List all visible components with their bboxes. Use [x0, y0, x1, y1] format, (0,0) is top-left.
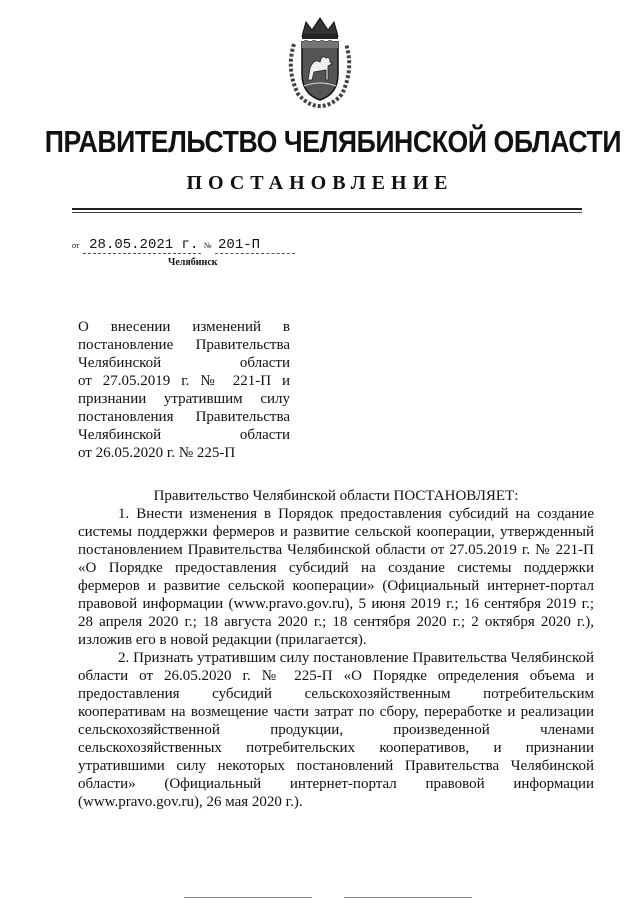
document-date-number [72, 236, 295, 254]
date-label: от [72, 241, 80, 250]
government-title: ПРАВИТЕЛЬСТВО ЧЕЛЯБИНСКОЙ ОБЛАСТИ [44, 124, 622, 159]
footer-line [344, 897, 472, 898]
subject-line: от 27.05.2019 г. № 221-П и [78, 373, 290, 389]
number-label: № [203, 241, 212, 250]
document-type: ПОСТАНОВЛЕНИЕ [186, 172, 454, 194]
document-number: 201-П [218, 237, 261, 253]
subject-line: Челябинской области [78, 355, 290, 371]
subject-line: О внесении изменений в [78, 319, 290, 335]
city-name: Челябинск [168, 257, 218, 268]
subject-line: постановления Правительства [78, 409, 290, 425]
header-divider-thin [72, 212, 582, 213]
coat-of-arms-icon [284, 14, 356, 110]
paragraph-2: 2. Признать утратившим силу постановление Правительства Челябинской области от 26.05.2020 г. № 225-П «О Порядке определения объема и предоставления субсидий сельскохозяйственным потребительским кооперативам на возмещение части затрат по сбору, переработке и реализации сельскохозяйственной продукции, произведенной членами сельскохозяйственных потребительских кооперативов, и признании утратившими силу некоторых постановлений Правительства Челябинской области» (Официальный интернет-портал правовой информации (www.pravo.gov.ru), 26 мая 2020 г.). [78, 650, 594, 810]
subject-line: Челябинской области [78, 427, 290, 443]
document-date: 28.05.2021 г. [89, 237, 199, 253]
footer-line [184, 897, 312, 898]
subject-line: от 26.05.2020 г. № 225-П [78, 445, 236, 461]
paragraph-1: 1. Внести изменения в Порядок предоставления субсидий на создание системы поддержки фермеров и развитие сельской кооперации, утвержденный постановлением Правительства Челябинской области от 27.05.2019 г. № 221-П «О Порядке предоставления субсидий на создание системы поддержки фермеров и развитие сельской кооперации» (Официальный интернет-портал правовой информации (www.pravo.gov.ru), 5 июня 2019 г.; 16 сентября 2019 г.; 28 апреля 2020 г.; 18 августа 2020 г.; 18 сентября 2020 г.; 2 октября 2020 г.), изложив его в новой редакции (прилагается). [78, 506, 594, 648]
document-subject [78, 318, 290, 462]
header-divider [72, 208, 582, 210]
subject-line: постановление Правительства [78, 337, 290, 353]
resolution-heading: Правительство Челябинской области ПОСТАНОВЛЯЕТ: [153, 488, 519, 504]
subject-line: признании утратившим силу [78, 391, 290, 407]
